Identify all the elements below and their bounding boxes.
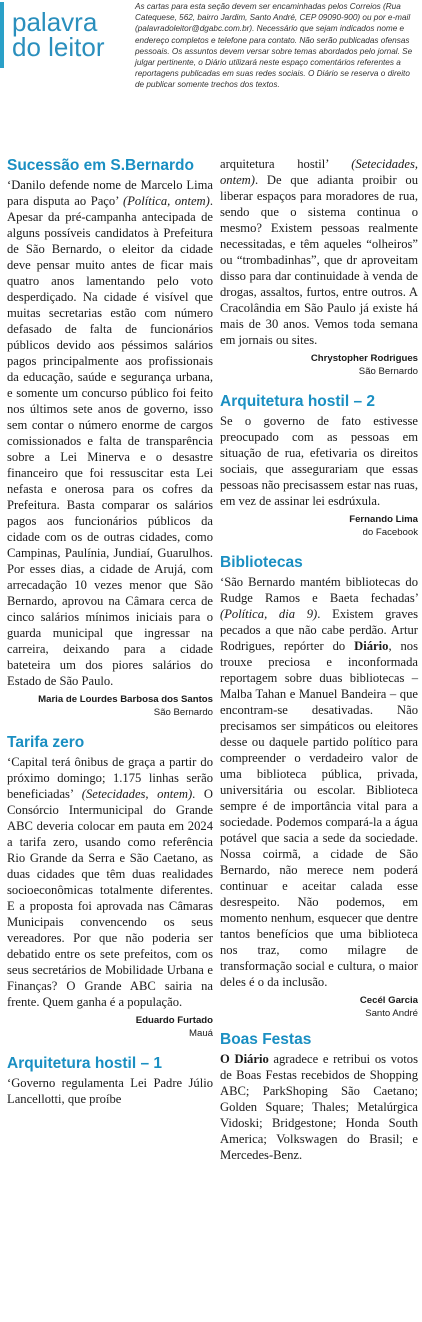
letter-author: Chrystopher Rodrigues — [310, 353, 418, 364]
newspaper-name: O Diário — [220, 1052, 269, 1066]
letter-sucessao — [7, 156, 213, 719]
letter-text: . Apesar da pré-campanha antecipada de alguns possíveis candidatos à Prefeitura de São Bernardo, o eleitor da cidade deve pensar muito antes de ficar mais quatro anos lamentando pelo voto desperdiçado. Na cidade é visível que muitas secretarias estão com número defasado de falta de funcionários públicos devido aos péssimos salários pagos principalmente aos profissionais da educação, saúde e segurança urbana, e somente um concurso público foi feito nos últimos sete anos de governo, isso sem contar o número enorme de cargos comissionados e falta de transparência sobre a Lei Minerva e o desastre financeiro que foi ressuscitar esta Lei nefasta e onerosa para os cofres da Prefeitura. Basta comparar os salários pagos aos funcionários públicos da cidade com os de outras cidades, como Campinas, Paulínia, Jundiaí, Guarulhos. Por esses dias, a cidade de Arujá, com arrecadação 10 vezes menor que São Bernardo, aprovou na Câmara cerca de cinco salários mínimos iniciais para o guarda municipal que ingressar na carreira, deixando para a cidade bateteira um dos piores salários do Estado de São Paulo. — [7, 194, 213, 688]
submission-note: As cartas para esta seção devem ser encaminhadas pelos Correios (Rua Catequese, 562, bairro Jardim, Santo André, CEP 09090-900) ou por e-mail (palavradoleitor@dgabc.com.br). Necessário que sejam indicados nome e endereço completos e telefone para contato. Não serão publicadas ofensas pessoais. Os assuntos devem versar sobre temas abordados pelo jornal. Se julgar pertinente, o Diário utilizará neste espaço comentários referentes a reportagens publicadas em suas redes sociais. O Diário se reserva o direito de publicar somente trechos dos textos. — [135, 2, 413, 90]
letter-source: (Política, dia 9) — [220, 607, 318, 621]
letter-boas-festas — [220, 1030, 418, 1163]
letter-title: Arquitetura hostil – 2 — [220, 393, 376, 410]
letter-place: São Bernardo — [153, 707, 213, 718]
letter-title: Sucessão em S.Bernardo — [7, 157, 194, 174]
letter-quote: ‘Capital terá ônibus de graça a partir do próximo domingo; 1.175 linhas serão beneficiadas’ — [7, 755, 213, 801]
letter-author: Maria de Lourdes Barbosa dos Santos — [38, 694, 213, 705]
letter-text-a: . Existem graves pecados a que não cabe perdão. Artur Rodrigues, repórter do — [220, 607, 418, 653]
letter-body — [7, 177, 213, 689]
accent-bar — [0, 2, 4, 68]
letter-place: Santo André — [365, 1008, 418, 1019]
letter-title: Bibliotecas — [220, 554, 303, 571]
letter-quote: ‘São Bernardo mantém bibliotecas do Rudge Ramos e Baeta fechadas’ — [220, 575, 418, 605]
letter-title: Tarifa zero — [7, 734, 85, 751]
section-title: palavra do leitor — [12, 7, 105, 62]
letter-place: Mauá — [189, 1028, 213, 1039]
letter-source: (Setecidades, ontem) — [81, 787, 193, 801]
letter-body — [220, 156, 418, 348]
letter-author: Fernando Lima — [349, 514, 418, 525]
right-column — [220, 156, 418, 1163]
letter-text: . O Consórcio Intermunicipal do Grande ABC deveria colocar em pauta em 2024 a tarifa zero, usando como referência Rio Grande da Serra e São Caetano, as duas cidades que têm duas realidades socioeconômicas totalmente diferentes. E a proposta foi aprovada nas Câmaras Municipais convencendo os seus vereadores. Por que não poderia ser debatido entre os sete prefeitos, com os seus secretários de Mobilidade Urbana e Finanças? O Grande ABC sairia na frente. Quem ganha é a população. — [7, 787, 213, 1009]
letter-source: (Setecidades, ontem) — [220, 157, 418, 187]
letter-title: Boas Festas — [220, 1031, 312, 1048]
letter-bibliotecas — [220, 553, 418, 1020]
letter-text: agradece e retribui os votos de Boas Festas recebidos de Shopping ABC; ParkShoping São Caetano; Golden Square; Thales; Metalúrgica Vidoski; Bridgestone; Honda South America; Volkswagen do Brasil; e Mercedes-Benz. — [220, 1052, 418, 1162]
letter-author: Cecél Garcia — [359, 995, 418, 1006]
letter-text: Se o governo de fato estivesse preocupado com as pessoas em situação de rua, efetivaria os direitos sociais, que assegurariam que essas pessoas não precisassem estar nas ruas, em vez de assinar lei esdrúxula. — [220, 414, 418, 508]
letter-body — [7, 754, 213, 1010]
section-header — [0, 0, 422, 150]
letter-quote-end: arquitetura hostil’ — [220, 157, 329, 171]
letter-arq2 — [220, 392, 418, 539]
letter-place: do Facebook — [362, 527, 418, 538]
letter-quote-start: ‘Governo regulamenta Lei Padre Júlio Lancellotti, que proíbe — [7, 1076, 213, 1106]
letter-text: . De que adianta proibir ou liberar espaços para moradores de rua, sendo que o sistema continua o mesmo? Existem pessoas realmente necessitadas, e têm aqueles “olheiros” ou “trombadinhas”, que dr aproveitam disso para dar continuidade à venda de drogas, assaltos, furtos, entre outros. A Cracolândia em São Paulo já existe há mais de 30 anos. Vemos toda semana em jornais ou sites. — [220, 173, 418, 347]
letter-arq1-end — [220, 156, 418, 378]
letter-body — [220, 1051, 418, 1163]
letter-author: Eduardo Furtado — [135, 1015, 213, 1026]
left-column — [7, 156, 213, 1107]
newspaper-name: Diário — [354, 639, 389, 653]
letter-body — [220, 574, 418, 990]
letter-quote: ‘Danilo defende nome de Marcelo Lima para disputa ao Paço’ — [7, 178, 213, 208]
letter-source: (Política, ontem) — [123, 194, 210, 208]
letter-text-b: , nos trouxe preciosa e inconformada reportagem sobre duas bibliotecas – Malba Tahan e Manuel Bandeira – que encontram-se desativadas. Não precisamos ser simpáticos ou eleitores desse ou daquele partido político para compreender o verdadeiro valor de uma biblioteca pública, privada, universitária ou escolar. Biblioteca sempre é de importância vital para a sociedade. Podemos compará-la a água potável que sacia a sede da sociedade. Nossa coirmã, a cidade de São Bernardo, não merece nem poderá continuar e aceitar calada esse desrespeito. Não podemos, em momento nenhum, esquecer que dentre tantos benefícios que uma biblioteca nos traz, como milagre de transformação social e cultura, o maior deles é o da inclusão. — [220, 639, 419, 989]
letter-place: São Bernardo — [358, 366, 418, 377]
letter-tarifa — [7, 733, 213, 1040]
letter-arq1-start — [7, 1054, 213, 1107]
letter-title: Arquitetura hostil – 1 — [7, 1055, 163, 1072]
